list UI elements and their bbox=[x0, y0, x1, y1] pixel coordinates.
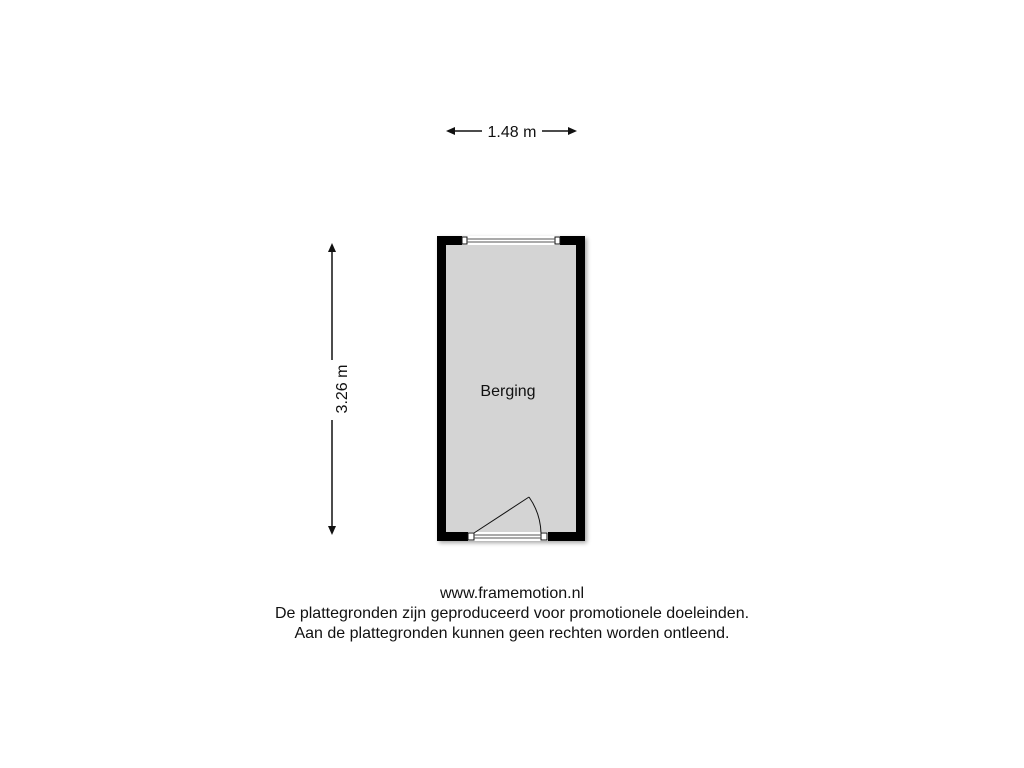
footer-disclaimer bbox=[0, 584, 1024, 644]
width-dimension bbox=[446, 124, 577, 141]
door-frame-right bbox=[541, 533, 547, 540]
window-frame-left bbox=[462, 237, 467, 244]
height-dimension bbox=[328, 243, 351, 535]
height-arrow-up-icon bbox=[328, 243, 336, 252]
window-top bbox=[462, 236, 560, 245]
window-frame-right bbox=[555, 237, 560, 244]
width-arrow-left-icon bbox=[446, 127, 455, 135]
door-frame-left bbox=[468, 533, 474, 540]
footer-disclaimer-line-1: De plattegronden zijn geproduceerd voor promotionele doeleinden. bbox=[274, 605, 750, 622]
height-dimension-label: 3.26 m bbox=[334, 364, 351, 414]
door-opening bbox=[468, 532, 548, 541]
window-opening bbox=[462, 236, 560, 245]
height-arrow-down-icon bbox=[328, 526, 336, 535]
footer-disclaimer-line-2: Aan de plattegronden kunnen geen rechten worden ontleend. bbox=[294, 625, 730, 642]
room-label: Berging bbox=[480, 383, 536, 400]
width-arrow-right-icon bbox=[568, 127, 577, 135]
width-dimension-label: 1.48 m bbox=[487, 124, 537, 141]
footer-website: www.framemotion.nl bbox=[439, 585, 585, 602]
